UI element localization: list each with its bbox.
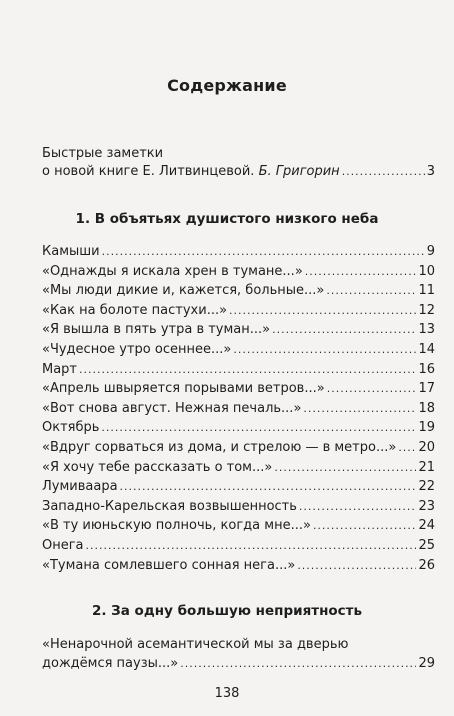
toc-entry-page: 3 [426,164,435,179]
toc-entry-page: 11 [418,283,435,299]
toc-entry [42,498,435,516]
toc-entry-page: 18 [418,400,435,416]
toc-entry-page: 13 [418,322,435,338]
toc-entry-page: 19 [418,420,435,436]
toc-entry-page: 10 [418,263,435,279]
dot-leader [120,478,417,496]
toc-entry-author: Б. Григорин [258,164,340,179]
dot-leader [326,282,416,300]
toc-entry-title: «Я хочу тебе рассказать о том...» [42,459,273,475]
toc-entry-page: 17 [418,381,435,397]
dot-leader [101,419,416,437]
toc-entry-title: Лумиваара [42,479,118,495]
toc-entry-title: «Как на болоте пастухи...» [42,302,228,318]
toc-entry [42,557,435,575]
toc-entry [42,341,435,359]
dot-leader [297,557,416,575]
dot-leader [299,498,417,516]
toc-entry-title: Западно-Карельская возвышенность [42,498,297,514]
dot-leader [79,361,416,379]
toc-entry-page: 29 [418,656,435,671]
toc-entry [42,537,435,555]
toc-entry-page: 9 [426,244,435,259]
dot-leader [102,243,425,261]
toc-entry [42,380,435,398]
toc-entry [42,400,435,418]
dot-leader [229,302,416,320]
toc-entry-page: 14 [418,342,435,357]
toc-entry-page: 24 [418,518,435,534]
dot-leader [313,517,417,535]
section-heading-1: 1. В объятьях душистого низкого неба [75,211,379,227]
toc-entry-page: 12 [418,302,435,318]
dot-leader [327,380,417,398]
toc-entry [42,419,435,437]
dot-leader [398,439,416,457]
toc-intro-line1: Быстрые заметки [42,146,164,161]
toc-entry-title: «Мы люди дикие и, кажется, больные...» [42,283,325,299]
toc-entry-title: «Чудесное утро осеннее...» [42,342,232,357]
toc-entry [42,517,435,535]
dot-leader [303,400,416,418]
dot-leader [233,341,416,359]
toc-entry [42,302,435,320]
toc-entry-title: «Однажды я искала хрен в тумане...» [42,263,303,279]
toc-entry-title: Март [42,361,78,377]
toc-entry-title: дождёмся паузы...» [42,656,179,671]
toc-entry-title: «Я вышла в пять утра в туман...» [42,322,271,338]
toc-entry-page: 16 [418,361,435,377]
toc-entry-title: «Вот снова август. Нежная печаль...» [42,400,302,416]
toc-entry-title: Онега [42,538,84,553]
toc-entry-page: 26 [418,557,435,573]
toc-entry [42,321,435,339]
dot-leader [86,537,417,555]
page-number: 138 [214,686,240,701]
toc-entry-title: «Тумана сомлевшего сонная нега...» [42,557,296,573]
section-heading-2: 2. За одну большую неприятность [91,603,363,619]
page-title: Содержание [167,76,287,95]
dot-leader [274,459,416,477]
toc-entry-page: 22 [418,479,435,495]
toc-entry [42,263,435,281]
toc-entry [42,459,435,477]
toc-entry [42,655,435,673]
toc-entry [42,478,435,496]
dot-leader [180,655,416,673]
toc-entry-page: 23 [418,498,435,514]
toc-entry-page: 20 [418,440,435,455]
toc-entry-title-line1: «Ненарочной асемантической мы за дверью [42,637,349,652]
toc-entry-title: о новой книге Е. Литвинцевой. Б. Григорин [42,164,340,179]
dot-leader [342,163,425,181]
toc-entry [42,361,435,379]
toc-entry [42,439,435,457]
toc-entry-title: «В ту июньскую полночь, когда мне...» [42,518,311,534]
toc-entry-title: «Вдруг сорваться из дома, и стрелою — в метро...» [42,440,397,455]
toc-entry-page: 25 [418,538,435,553]
toc-entry [42,243,435,261]
toc-entry-title: Камыши [42,244,100,259]
toc-intro-entry [42,163,435,181]
toc-entry-title: «Апрель швыряется порывами ветров...» [42,381,325,397]
dot-leader [305,263,417,281]
toc-entry-page: 21 [418,459,435,475]
toc-entry [42,282,435,300]
toc-entry-title: Октябрь [42,420,100,436]
dot-leader [272,321,416,339]
